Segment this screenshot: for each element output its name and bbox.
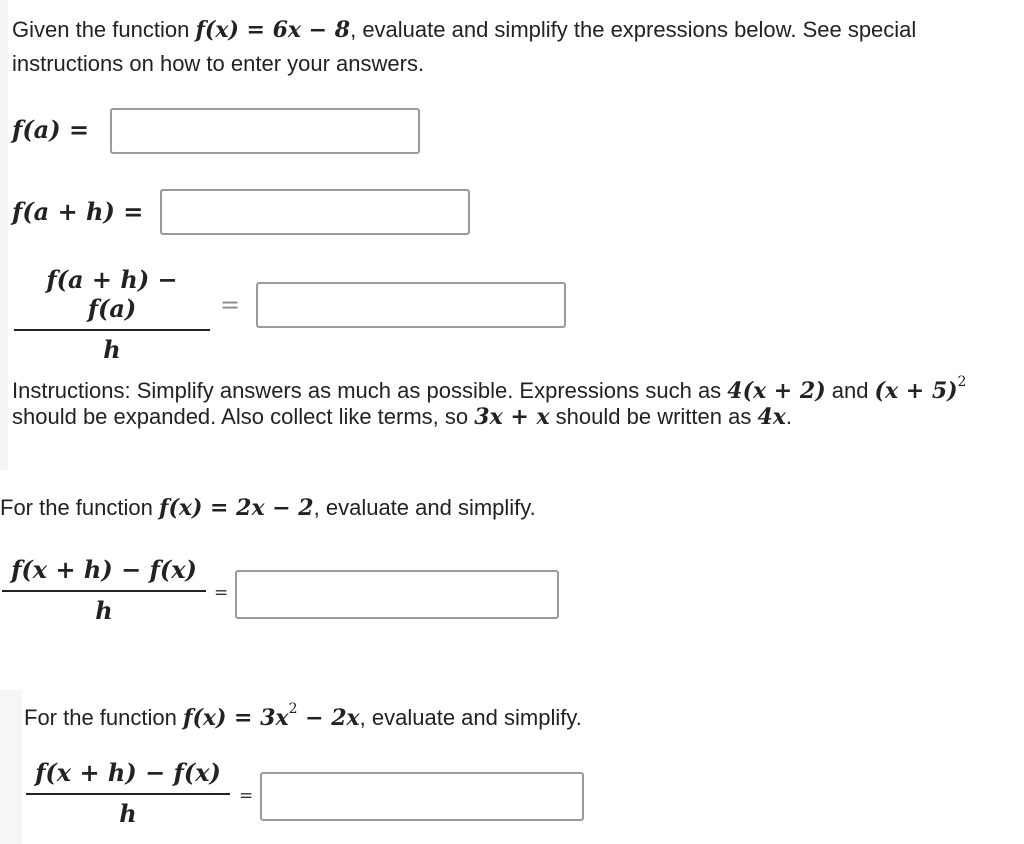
section-3-difference-quotient [26, 758, 230, 828]
example-expression-2: (x + 5) [874, 378, 958, 404]
section-3-intro [24, 692, 582, 735]
section-1-intro [12, 13, 916, 47]
section-3-denominator: h [119, 799, 137, 828]
left-edge-shade-bottom [0, 690, 22, 844]
section-2-intro-text-cont: , evaluate and simplify. [313, 495, 536, 520]
section-3-intro-text: For the function [24, 705, 183, 730]
function-definition: f(x) = 6x − 8 [195, 17, 351, 43]
section-3-equals: = [239, 786, 254, 806]
section-3-numerator: f(x + h) − f(x) [35, 758, 221, 787]
section-3-function: f(x) = 3x [182, 705, 289, 731]
section-2-difference-quotient [2, 555, 206, 625]
example-expression-1: 4(x + 2) [727, 378, 826, 404]
instructions-text: Instructions: Simplify answers as much as possible. Expressions such as [12, 378, 728, 403]
q3-difference-quotient [14, 265, 210, 364]
instructions-and: and [825, 378, 875, 403]
section-2-answer-input[interactable] [235, 570, 559, 619]
q3-equals: = [220, 291, 241, 319]
section-2-equals: = [214, 583, 229, 603]
section-3-function-tail: − 2x [297, 705, 360, 731]
section-2-denominator: h [95, 596, 113, 625]
instructions-period: . [785, 404, 793, 429]
q2-label: f(a + h) = [12, 197, 144, 226]
q1-answer-input[interactable] [110, 108, 420, 154]
section-3-function-exponent: 2 [288, 701, 298, 717]
like-terms-example: 3x + x [474, 404, 550, 430]
intro-text: Given the function [12, 17, 196, 42]
intro-text-cont: , evaluate and simplify the expressions below. See special [350, 17, 917, 42]
left-edge-shade-top [0, 0, 8, 470]
instructions-line2 [12, 400, 792, 434]
section-2-function: f(x) = 2x − 2 [158, 495, 314, 521]
instructions-text-3: should be written as [549, 404, 758, 429]
q3-denominator: h [103, 335, 121, 364]
q3-answer-input[interactable] [256, 282, 566, 328]
section-2-intro-text: For the function [0, 495, 159, 520]
example-expression-2-exponent: 2 [957, 374, 967, 390]
q2-answer-input[interactable] [160, 189, 470, 235]
q3-numerator: f(a + h) − f(a) [46, 265, 178, 323]
instructions-text-2: should be expanded. Also collect like terms, so [12, 404, 475, 429]
like-terms-result: 4x [757, 404, 786, 430]
section-2-numerator: f(x + h) − f(x) [11, 555, 197, 584]
section-3-answer-input[interactable] [260, 772, 584, 821]
section-2-intro [0, 491, 536, 525]
q1-label: f(a) = [12, 115, 90, 144]
section-3-intro-text-cont: , evaluate and simplify. [359, 705, 582, 730]
section-1-intro-line2: instructions on how to enter your answers. [12, 51, 425, 76]
